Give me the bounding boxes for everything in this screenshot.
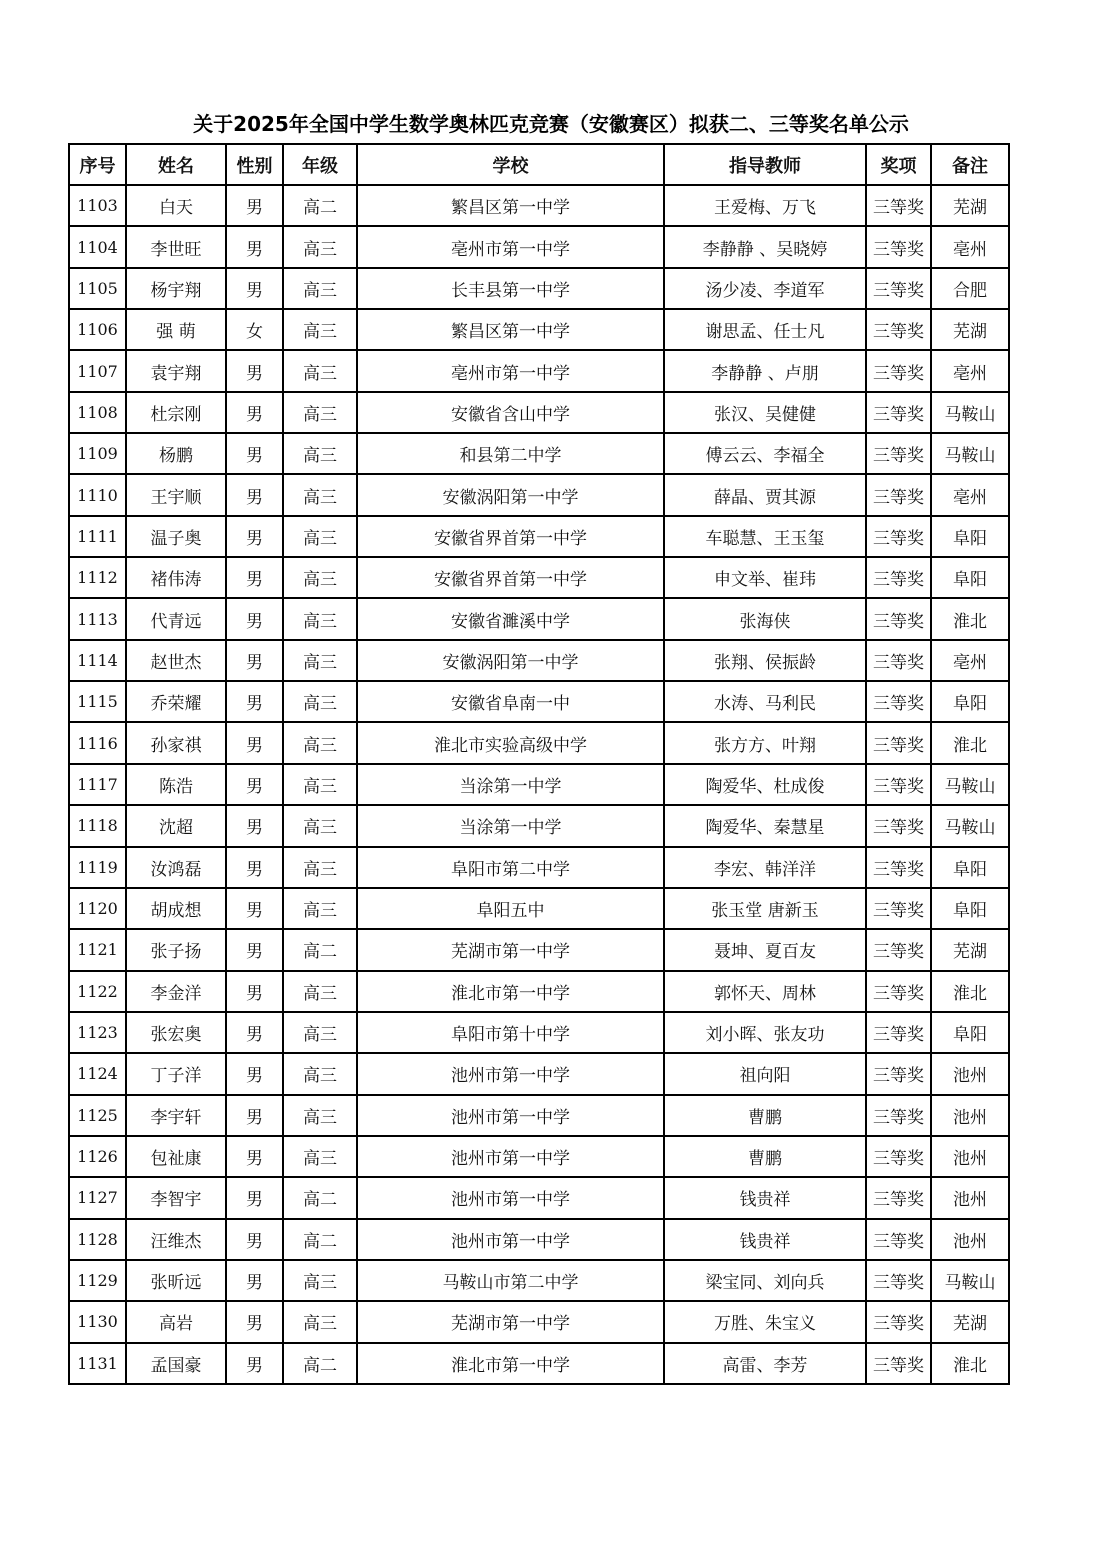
grade-cell: 高三 (283, 1053, 357, 1094)
table-row (69, 1136, 1009, 1177)
school-cell: 阜阳市第二中学 (357, 847, 664, 888)
school-cell: 安徽涡阳第一中学 (357, 474, 664, 515)
serial-cell: 1123 (69, 1012, 126, 1053)
remark-cell: 阜阳 (931, 888, 1009, 929)
serial-cell: 1111 (69, 516, 126, 557)
teacher-cell: 郭怀天、周林 (664, 971, 866, 1012)
name-cell: 温子奥 (126, 516, 226, 557)
serial-cell: 1103 (69, 185, 126, 226)
name-cell: 孟国豪 (126, 1343, 226, 1384)
table-row (69, 681, 1009, 722)
teacher-cell: 梁宝同、刘向兵 (664, 1260, 866, 1301)
award-cell: 三等奖 (866, 1136, 931, 1177)
school-cell: 亳州市第一中学 (357, 350, 664, 391)
serial-cell: 1130 (69, 1301, 126, 1342)
remark-cell: 芜湖 (931, 185, 1009, 226)
gender-cell: 男 (226, 1053, 283, 1094)
table-row (69, 764, 1009, 805)
remark-cell: 池州 (931, 1219, 1009, 1260)
teacher-cell: 车聪慧、王玉玺 (664, 516, 866, 557)
table-row (69, 1012, 1009, 1053)
school-cell: 芜湖市第一中学 (357, 929, 664, 970)
remark-cell: 阜阳 (931, 1012, 1009, 1053)
gender-cell: 男 (226, 516, 283, 557)
remark-cell: 马鞍山 (931, 1260, 1009, 1301)
teacher-cell: 王爱梅、万飞 (664, 185, 866, 226)
teacher-cell: 李静静 、卢朋 (664, 350, 866, 391)
teacher-cell: 傅云云、李福全 (664, 433, 866, 474)
gender-cell: 男 (226, 722, 283, 763)
gender-cell: 男 (226, 929, 283, 970)
name-cell: 张昕远 (126, 1260, 226, 1301)
gender-cell: 男 (226, 640, 283, 681)
grade-cell: 高三 (283, 1136, 357, 1177)
table-row (69, 1219, 1009, 1260)
header-teacher: 指导教师 (664, 144, 866, 185)
remark-cell: 亳州 (931, 350, 1009, 391)
school-cell: 池州市第一中学 (357, 1219, 664, 1260)
header-grade: 年级 (283, 144, 357, 185)
grade-cell: 高三 (283, 888, 357, 929)
grade-cell: 高三 (283, 516, 357, 557)
name-cell: 包祉康 (126, 1136, 226, 1177)
gender-cell: 男 (226, 1136, 283, 1177)
remark-cell: 池州 (931, 1136, 1009, 1177)
remark-cell: 马鞍山 (931, 805, 1009, 846)
page-title: 关于2025年全国中学生数学奥林匹克竞赛（安徽赛区）拟获二、三等奖名单公示 (193, 112, 909, 136)
table-row (69, 350, 1009, 391)
name-cell: 强 萌 (126, 309, 226, 350)
name-cell: 汪维杰 (126, 1219, 226, 1260)
remark-cell: 阜阳 (931, 557, 1009, 598)
award-cell: 三等奖 (866, 1219, 931, 1260)
school-cell: 繁昌区第一中学 (357, 309, 664, 350)
gender-cell: 男 (226, 888, 283, 929)
teacher-cell: 薛晶、贾其源 (664, 474, 866, 515)
teacher-cell: 钱贵祥 (664, 1177, 866, 1218)
name-cell: 李宇轩 (126, 1095, 226, 1136)
serial-cell: 1117 (69, 764, 126, 805)
name-cell: 李智宇 (126, 1177, 226, 1218)
name-cell: 杜宗刚 (126, 392, 226, 433)
grade-cell: 高二 (283, 1219, 357, 1260)
grade-cell: 高三 (283, 764, 357, 805)
name-cell: 张宏奥 (126, 1012, 226, 1053)
table-row (69, 185, 1009, 226)
table-row (69, 888, 1009, 929)
table-row (69, 474, 1009, 515)
table-row (69, 1177, 1009, 1218)
school-cell: 池州市第一中学 (357, 1136, 664, 1177)
grade-cell: 高三 (283, 598, 357, 639)
header-gender: 性别 (226, 144, 283, 185)
remark-cell: 淮北 (931, 722, 1009, 763)
name-cell: 褚伟涛 (126, 557, 226, 598)
name-cell: 乔荣耀 (126, 681, 226, 722)
name-cell: 杨鹏 (126, 433, 226, 474)
grade-cell: 高三 (283, 392, 357, 433)
table-row (69, 1095, 1009, 1136)
grade-cell: 高三 (283, 433, 357, 474)
name-cell: 胡成想 (126, 888, 226, 929)
remark-cell: 亳州 (931, 640, 1009, 681)
gender-cell: 男 (226, 1343, 283, 1384)
serial-cell: 1105 (69, 268, 126, 309)
remark-cell: 马鞍山 (931, 764, 1009, 805)
serial-cell: 1113 (69, 598, 126, 639)
remark-cell: 芜湖 (931, 929, 1009, 970)
serial-cell: 1106 (69, 309, 126, 350)
remark-cell: 马鞍山 (931, 392, 1009, 433)
gender-cell: 女 (226, 309, 283, 350)
remark-cell: 亳州 (931, 474, 1009, 515)
table-row (69, 268, 1009, 309)
award-cell: 三等奖 (866, 722, 931, 763)
gender-cell: 男 (226, 1095, 283, 1136)
remark-cell: 阜阳 (931, 681, 1009, 722)
grade-cell: 高三 (283, 226, 357, 267)
table-row (69, 1343, 1009, 1384)
serial-cell: 1129 (69, 1260, 126, 1301)
award-cell: 三等奖 (866, 1053, 931, 1094)
school-cell: 亳州市第一中学 (357, 226, 664, 267)
school-cell: 当涂第一中学 (357, 805, 664, 846)
school-cell: 安徽省界首第一中学 (357, 516, 664, 557)
grade-cell: 高三 (283, 1095, 357, 1136)
grade-cell: 高三 (283, 1301, 357, 1342)
teacher-cell: 水涛、马利民 (664, 681, 866, 722)
teacher-cell: 曹鹏 (664, 1136, 866, 1177)
grade-cell: 高三 (283, 681, 357, 722)
school-cell: 繁昌区第一中学 (357, 185, 664, 226)
header-row (69, 144, 1009, 185)
teacher-cell: 万胜、朱宝义 (664, 1301, 866, 1342)
serial-cell: 1104 (69, 226, 126, 267)
award-cell: 三等奖 (866, 226, 931, 267)
table-row (69, 598, 1009, 639)
teacher-cell: 谢思孟、任士凡 (664, 309, 866, 350)
award-cell: 三等奖 (866, 350, 931, 391)
gender-cell: 男 (226, 1012, 283, 1053)
remark-cell: 阜阳 (931, 847, 1009, 888)
grade-cell: 高三 (283, 350, 357, 391)
school-cell: 阜阳五中 (357, 888, 664, 929)
school-cell: 池州市第一中学 (357, 1177, 664, 1218)
name-cell: 张子扬 (126, 929, 226, 970)
gender-cell: 男 (226, 433, 283, 474)
table-row (69, 640, 1009, 681)
gender-cell: 男 (226, 598, 283, 639)
school-cell: 芜湖市第一中学 (357, 1301, 664, 1342)
remark-cell: 亳州 (931, 226, 1009, 267)
grade-cell: 高二 (283, 1343, 357, 1384)
school-cell: 马鞍山市第二中学 (357, 1260, 664, 1301)
award-cell: 三等奖 (866, 433, 931, 474)
teacher-cell: 陶爱华、杜成俊 (664, 764, 866, 805)
name-cell: 高岩 (126, 1301, 226, 1342)
school-cell: 池州市第一中学 (357, 1095, 664, 1136)
gender-cell: 男 (226, 805, 283, 846)
name-cell: 白天 (126, 185, 226, 226)
table-row (69, 847, 1009, 888)
award-cell: 三等奖 (866, 557, 931, 598)
award-cell: 三等奖 (866, 1343, 931, 1384)
gender-cell: 男 (226, 392, 283, 433)
teacher-cell: 高雷、李芳 (664, 1343, 866, 1384)
teacher-cell: 张方方、叶翔 (664, 722, 866, 763)
teacher-cell: 张海侠 (664, 598, 866, 639)
teacher-cell: 李宏、韩洋洋 (664, 847, 866, 888)
serial-cell: 1126 (69, 1136, 126, 1177)
grade-cell: 高三 (283, 1012, 357, 1053)
gender-cell: 男 (226, 474, 283, 515)
award-table (68, 143, 1010, 1385)
award-cell: 三等奖 (866, 640, 931, 681)
teacher-cell: 张玉堂 唐新玉 (664, 888, 866, 929)
school-cell: 安徽省濉溪中学 (357, 598, 664, 639)
school-cell: 淮北市第一中学 (357, 971, 664, 1012)
name-cell: 陈浩 (126, 764, 226, 805)
gender-cell: 男 (226, 557, 283, 598)
school-cell: 安徽涡阳第一中学 (357, 640, 664, 681)
table-row (69, 722, 1009, 763)
teacher-cell: 钱贵祥 (664, 1219, 866, 1260)
name-cell: 汝鸿磊 (126, 847, 226, 888)
table-row (69, 309, 1009, 350)
grade-cell: 高三 (283, 722, 357, 763)
table-row (69, 557, 1009, 598)
award-cell: 三等奖 (866, 474, 931, 515)
grade-cell: 高三 (283, 474, 357, 515)
header-name: 姓名 (126, 144, 226, 185)
table-row (69, 226, 1009, 267)
serial-cell: 1122 (69, 971, 126, 1012)
award-cell: 三等奖 (866, 681, 931, 722)
grade-cell: 高三 (283, 557, 357, 598)
gender-cell: 男 (226, 681, 283, 722)
gender-cell: 男 (226, 1177, 283, 1218)
serial-cell: 1118 (69, 805, 126, 846)
remark-cell: 芜湖 (931, 309, 1009, 350)
name-cell: 赵世杰 (126, 640, 226, 681)
serial-cell: 1109 (69, 433, 126, 474)
remark-cell: 池州 (931, 1095, 1009, 1136)
table-row (69, 805, 1009, 846)
remark-cell: 池州 (931, 1053, 1009, 1094)
school-cell: 安徽省阜南一中 (357, 681, 664, 722)
serial-cell: 1124 (69, 1053, 126, 1094)
award-cell: 三等奖 (866, 1301, 931, 1342)
school-cell: 和县第二中学 (357, 433, 664, 474)
grade-cell: 高三 (283, 805, 357, 846)
gender-cell: 男 (226, 226, 283, 267)
school-cell: 长丰县第一中学 (357, 268, 664, 309)
award-cell: 三等奖 (866, 516, 931, 557)
serial-cell: 1107 (69, 350, 126, 391)
serial-cell: 1110 (69, 474, 126, 515)
serial-cell: 1108 (69, 392, 126, 433)
gender-cell: 男 (226, 764, 283, 805)
award-cell: 三等奖 (866, 1012, 931, 1053)
remark-cell: 芜湖 (931, 1301, 1009, 1342)
school-cell: 安徽省含山中学 (357, 392, 664, 433)
serial-cell: 1115 (69, 681, 126, 722)
gender-cell: 男 (226, 350, 283, 391)
grade-cell: 高三 (283, 971, 357, 1012)
name-cell: 李世旺 (126, 226, 226, 267)
table-row (69, 392, 1009, 433)
serial-cell: 1120 (69, 888, 126, 929)
table-row (69, 1053, 1009, 1094)
grade-cell: 高三 (283, 1260, 357, 1301)
name-cell: 李金洋 (126, 971, 226, 1012)
grade-cell: 高三 (283, 268, 357, 309)
teacher-cell: 申文举、崔玮 (664, 557, 866, 598)
name-cell: 丁子洋 (126, 1053, 226, 1094)
teacher-cell: 祖向阳 (664, 1053, 866, 1094)
table-row (69, 1260, 1009, 1301)
award-cell: 三等奖 (866, 888, 931, 929)
name-cell: 孙家祺 (126, 722, 226, 763)
serial-cell: 1127 (69, 1177, 126, 1218)
school-cell: 淮北市实验高级中学 (357, 722, 664, 763)
award-cell: 三等奖 (866, 764, 931, 805)
serial-cell: 1116 (69, 722, 126, 763)
gender-cell: 男 (226, 185, 283, 226)
school-cell: 当涂第一中学 (357, 764, 664, 805)
teacher-cell: 李静静 、吴晓婷 (664, 226, 866, 267)
gender-cell: 男 (226, 847, 283, 888)
name-cell: 杨宇翔 (126, 268, 226, 309)
school-cell: 安徽省界首第一中学 (357, 557, 664, 598)
table-row (69, 433, 1009, 474)
table-row (69, 929, 1009, 970)
school-cell: 池州市第一中学 (357, 1053, 664, 1094)
remark-cell: 池州 (931, 1177, 1009, 1218)
teacher-cell: 汤少凌、李道军 (664, 268, 866, 309)
school-cell: 淮北市第一中学 (357, 1343, 664, 1384)
header-remark: 备注 (931, 144, 1009, 185)
name-cell: 袁宇翔 (126, 350, 226, 391)
header-award: 奖项 (866, 144, 931, 185)
serial-cell: 1125 (69, 1095, 126, 1136)
serial-cell: 1112 (69, 557, 126, 598)
grade-cell: 高二 (283, 1177, 357, 1218)
school-cell: 阜阳市第十中学 (357, 1012, 664, 1053)
serial-cell: 1121 (69, 929, 126, 970)
remark-cell: 阜阳 (931, 516, 1009, 557)
teacher-cell: 聂坤、夏百友 (664, 929, 866, 970)
name-cell: 沈超 (126, 805, 226, 846)
remark-cell: 淮北 (931, 971, 1009, 1012)
name-cell: 王宇顺 (126, 474, 226, 515)
award-cell: 三等奖 (866, 309, 931, 350)
teacher-cell: 曹鹏 (664, 1095, 866, 1136)
serial-cell: 1119 (69, 847, 126, 888)
award-cell: 三等奖 (866, 929, 931, 970)
gender-cell: 男 (226, 1301, 283, 1342)
award-cell: 三等奖 (866, 185, 931, 226)
table-row (69, 971, 1009, 1012)
award-cell: 三等奖 (866, 847, 931, 888)
remark-cell: 淮北 (931, 598, 1009, 639)
teacher-cell: 张汉、吴健健 (664, 392, 866, 433)
award-cell: 三等奖 (866, 971, 931, 1012)
table-row (69, 516, 1009, 557)
name-cell: 代青远 (126, 598, 226, 639)
remark-cell: 合肥 (931, 268, 1009, 309)
serial-cell: 1131 (69, 1343, 126, 1384)
serial-cell: 1114 (69, 640, 126, 681)
award-cell: 三等奖 (866, 1177, 931, 1218)
table-row (69, 1301, 1009, 1342)
teacher-cell: 张翔、侯振龄 (664, 640, 866, 681)
award-cell: 三等奖 (866, 598, 931, 639)
gender-cell: 男 (226, 971, 283, 1012)
remark-cell: 淮北 (931, 1343, 1009, 1384)
award-cell: 三等奖 (866, 1260, 931, 1301)
remark-cell: 马鞍山 (931, 433, 1009, 474)
grade-cell: 高二 (283, 185, 357, 226)
gender-cell: 男 (226, 1260, 283, 1301)
award-cell: 三等奖 (866, 805, 931, 846)
award-cell: 三等奖 (866, 1095, 931, 1136)
award-cell: 三等奖 (866, 268, 931, 309)
gender-cell: 男 (226, 1219, 283, 1260)
gender-cell: 男 (226, 268, 283, 309)
header-serial: 序号 (69, 144, 126, 185)
award-cell: 三等奖 (866, 392, 931, 433)
grade-cell: 高三 (283, 847, 357, 888)
grade-cell: 高二 (283, 929, 357, 970)
serial-cell: 1128 (69, 1219, 126, 1260)
grade-cell: 高三 (283, 309, 357, 350)
teacher-cell: 陶爱华、秦慧星 (664, 805, 866, 846)
header-school: 学校 (357, 144, 664, 185)
teacher-cell: 刘小晖、张友功 (664, 1012, 866, 1053)
grade-cell: 高三 (283, 640, 357, 681)
